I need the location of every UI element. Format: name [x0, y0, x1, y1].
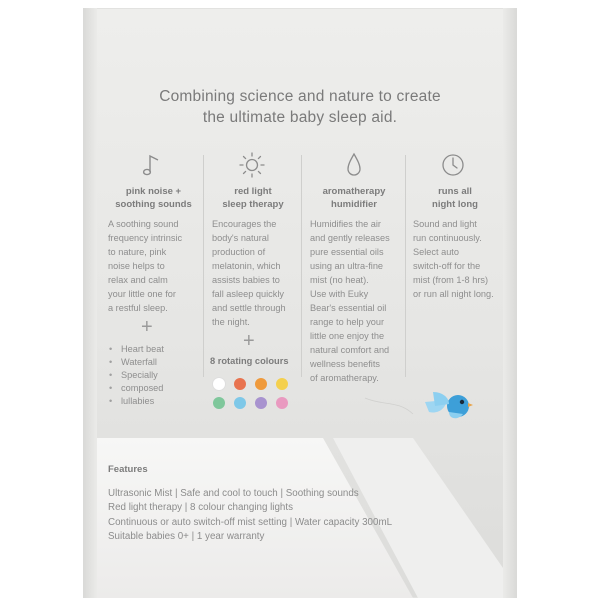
column-divider	[203, 155, 204, 377]
body-line: frequency intrinsic	[108, 233, 183, 243]
column-title-line: sleep therapy	[222, 198, 284, 210]
body-line: the night.	[212, 317, 250, 327]
sun-icon	[237, 150, 267, 180]
body-line: production of	[212, 247, 266, 257]
bird-illustration	[363, 386, 473, 436]
colour-swatch	[276, 378, 288, 390]
list-item: • Heart beat	[109, 343, 164, 356]
column-title-line: humidifier	[331, 198, 377, 210]
column-title-line: pink noise +	[125, 186, 182, 197]
body-line: your little one for	[108, 289, 176, 299]
list-item: • composed	[109, 382, 164, 395]
body-line: mist (no heat).	[310, 275, 369, 285]
body-line: Bear's essential oil	[310, 303, 387, 313]
body-line: natural comfort and	[310, 345, 390, 355]
music-note-icon	[138, 150, 168, 180]
droplet-icon	[339, 150, 369, 180]
body-line: relax and calm	[108, 275, 168, 285]
colour-swatch	[213, 397, 225, 409]
body-line: noise helps to	[108, 261, 165, 271]
body-line: little one enjoy the	[310, 331, 385, 341]
features-line: Continuous or auto switch-off mist setting | Water capacity 300mL	[108, 516, 393, 528]
body-line: Select auto	[413, 247, 459, 257]
headline-line-1: Combining science and nature to create	[159, 88, 441, 105]
body-line: mist (from 1-8 hrs)	[413, 275, 489, 285]
body-line: to nature, pink	[108, 247, 167, 257]
features-line: Red light therapy | 8 colour changing lights	[108, 502, 293, 514]
body-line: body's natural	[212, 233, 269, 243]
sound-list	[109, 343, 164, 408]
body-line: using an ultra-fine	[310, 261, 384, 271]
colour-swatch	[255, 378, 267, 390]
features-line: Suitable babies 0+ | 1 year warranty	[108, 530, 265, 542]
colour-swatch	[234, 378, 246, 390]
body-line: range to help your	[310, 317, 385, 327]
plus-icon: +	[243, 330, 255, 352]
colour-swatch	[276, 397, 288, 409]
body-line: of aromatherapy.	[310, 373, 379, 383]
body-line: melatonin, which	[212, 261, 281, 271]
column-title-line: aromatherapy	[322, 186, 386, 197]
list-item: • Waterfall	[109, 356, 164, 369]
column-title-line: soothing sounds	[115, 198, 192, 210]
column-divider	[405, 155, 406, 377]
list-item: • Specially	[109, 369, 164, 382]
colour-swatch	[213, 378, 225, 390]
body-line: pure essential oils	[310, 247, 384, 257]
body-line: assists babies to	[212, 275, 280, 285]
body-line: Humidifies the air	[310, 219, 381, 229]
list-item: • lullabies	[109, 395, 164, 408]
body-line: run continuously.	[413, 233, 482, 243]
body-line: and settle through	[212, 303, 286, 313]
body-line: Encourages the	[212, 219, 277, 229]
colours-label: 8 rotating colours	[210, 356, 289, 366]
packaging-panel	[83, 8, 517, 598]
body-line: switch-off for the	[413, 261, 481, 271]
colour-swatch	[255, 397, 267, 409]
column-title-line: red light	[234, 186, 272, 197]
column-title-line: runs all	[438, 186, 472, 197]
column-divider	[301, 155, 302, 377]
headline-line-2: the ultimate baby sleep aid.	[202, 109, 398, 126]
clock-icon	[438, 150, 468, 180]
features-section	[108, 464, 392, 544]
column-title-line: night long	[432, 198, 478, 210]
body-line: fall asleep quickly	[212, 289, 285, 299]
features-title: Features	[108, 464, 148, 475]
colour-swatch	[234, 397, 246, 409]
body-line: a restful sleep.	[108, 303, 168, 313]
body-line: A soothing sound	[108, 219, 179, 229]
features-line: Ultrasonic Mist | Safe and cool to touch | Soothing sounds	[108, 488, 359, 499]
body-line: Use with Euky	[310, 289, 369, 299]
body-line: Sound and light	[413, 219, 477, 229]
body-line: and gently releases	[310, 233, 390, 243]
body-line: or run all night long.	[413, 289, 494, 299]
body-line: wellness benefits	[310, 359, 380, 369]
plus-icon: +	[141, 316, 153, 338]
